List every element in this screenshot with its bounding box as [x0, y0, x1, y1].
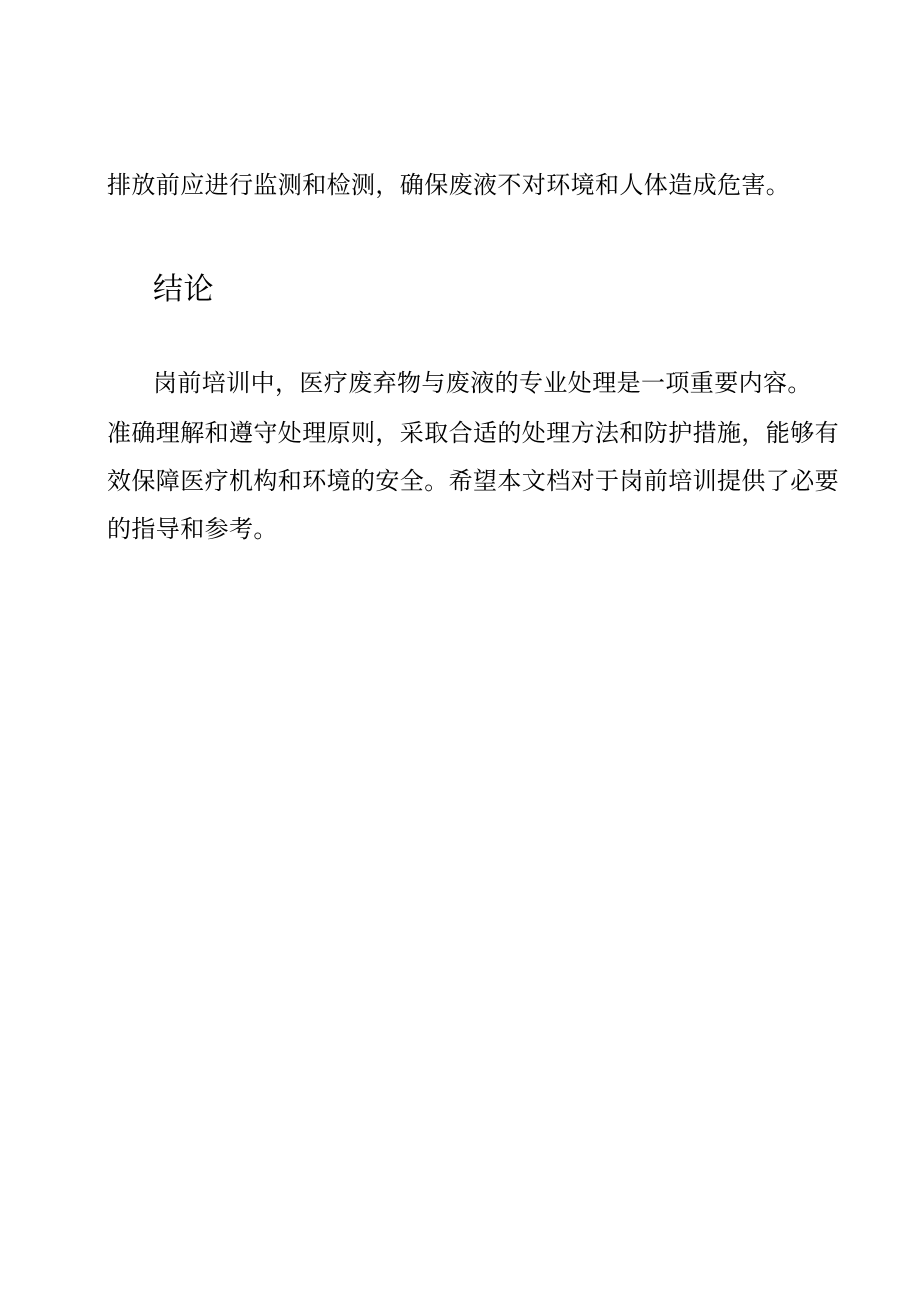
paragraph-line: 效保障医疗机构和环境的安全。希望本文档对于岗前培训提供了必要	[107, 467, 839, 495]
section-heading: 结论	[153, 272, 214, 307]
paragraph-line: 排放前应进行监测和检测，确保废液不对环境和人体造成危害。	[107, 171, 791, 199]
paragraph-line: 岗前培训中，医疗废弃物与废液的专业处理是一项重要内容。	[153, 369, 812, 397]
paragraph-line: 的指导和参考。	[107, 515, 278, 543]
paragraph-line: 准确理解和遵守处理原则，采取合适的处理方法和防护措施，能够有	[107, 419, 839, 447]
